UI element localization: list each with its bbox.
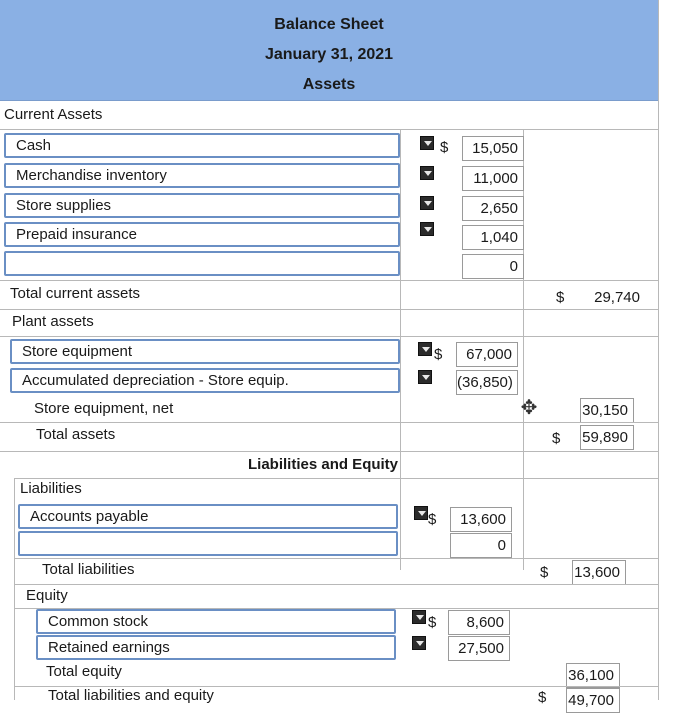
currency-symbol: $ [440,139,449,156]
equity-label: Equity [26,587,68,604]
asset-label-cash[interactable]: Cash [4,133,400,158]
asset-label-insurance[interactable]: Prepaid insurance [4,222,400,247]
equity-label-common[interactable]: Common stock [36,609,396,634]
currency-symbol: $ [540,564,549,581]
total-le-value[interactable]: 49,700 [566,688,620,713]
divider [0,336,658,337]
divider [14,478,658,479]
liability-value-blank[interactable]: 0 [450,533,512,558]
plant-assets-label: Plant assets [12,313,94,330]
section-title: Assets [302,76,356,93]
dropdown-icon[interactable] [412,636,426,650]
asset-value-supplies[interactable]: 2,650 [462,196,524,221]
equity-value-common[interactable]: 8,600 [448,610,510,635]
dropdown-icon[interactable] [414,506,428,520]
sheet-title: Balance Sheet [274,16,384,33]
equity-value-retained[interactable]: 27,500 [448,636,510,661]
equipment-net-label: Store equipment, net [34,400,174,417]
plant-value-depreciation[interactable]: (36,850) [456,370,518,395]
asset-value-cash[interactable]: 15,050 [462,136,524,161]
liabilities-equity-heading: Liabilities and Equity [248,456,399,473]
plant-label-depreciation[interactable]: Accumulated depreciation - Store equip. [10,368,400,393]
total-assets-value[interactable]: 59,890 [580,425,634,450]
sheet-date: January 31, 2021 [264,46,394,63]
dropdown-icon[interactable] [420,196,434,210]
divider [0,451,658,452]
asset-value-blank[interactable]: 0 [462,254,524,279]
equipment-net-value[interactable]: 30,150 [580,398,634,423]
currency-symbol: $ [428,511,437,528]
currency-symbol: $ [552,430,561,447]
total-current-assets-label: Total current assets [10,285,141,302]
asset-value-inventory[interactable]: 11,000 [462,166,524,191]
divider [400,130,401,570]
currency-symbol: $ [538,689,547,706]
dropdown-icon[interactable] [420,222,434,236]
divider [0,280,658,281]
divider [14,584,658,585]
equity-label-retained[interactable]: Retained earnings [36,635,396,660]
currency-symbol: $ [428,614,437,631]
dropdown-icon[interactable] [418,342,432,356]
dropdown-icon[interactable] [418,370,432,384]
liabilities-label: Liabilities [20,480,82,497]
total-equity-value[interactable]: 36,100 [566,663,620,688]
liability-value-payable[interactable]: 13,600 [450,507,512,532]
asset-label-inventory[interactable]: Merchandise inventory [4,163,400,188]
dropdown-icon[interactable] [420,136,434,150]
divider [0,422,658,423]
plant-value-equipment[interactable]: 67,000 [456,342,518,367]
total-liabilities-label: Total liabilities [42,561,135,578]
move-cursor-icon: ✥ [520,397,538,419]
total-equity-label: Total equity [46,663,122,680]
currency-symbol: $ [556,289,565,306]
asset-value-insurance[interactable]: 1,040 [462,225,524,250]
liability-label-blank[interactable] [18,531,398,556]
total-liabilities-value[interactable]: 13,600 [572,560,626,585]
dropdown-icon[interactable] [420,166,434,180]
total-le-label: Total liabilities and equity [48,687,214,704]
currency-symbol: $ [434,346,443,363]
divider [0,129,658,130]
dropdown-icon[interactable] [412,610,426,624]
total-assets-label: Total assets [36,426,116,443]
asset-label-supplies[interactable]: Store supplies [4,193,400,218]
asset-label-blank[interactable] [4,251,400,276]
divider [0,309,658,310]
divider [14,558,658,559]
total-current-assets-value: 29,740 [594,289,640,306]
current-assets-label: Current Assets [4,106,103,123]
divider [0,100,658,101]
plant-label-equipment[interactable]: Store equipment [10,339,400,364]
divider [14,478,15,700]
divider [658,0,659,700]
liability-label-payable[interactable]: Accounts payable [18,504,398,529]
